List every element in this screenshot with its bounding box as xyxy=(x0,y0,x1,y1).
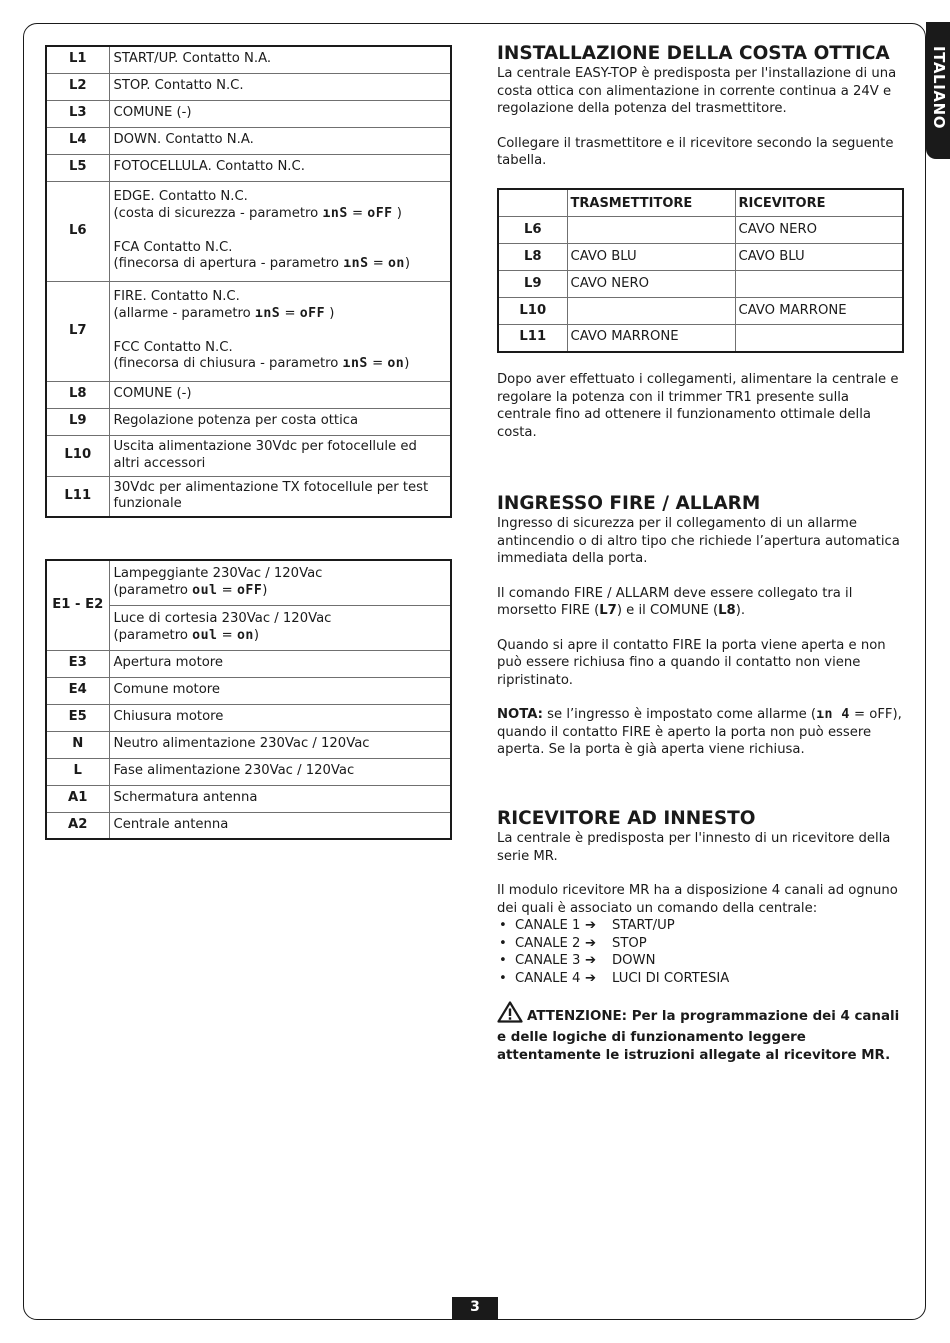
text: = oFF), quando il contatto FIRE è aperto la porta non può essere aperta. Se la porta è già aperta viene richiusa. xyxy=(497,707,902,757)
page-number: 3 xyxy=(452,1297,498,1320)
text: se l’ingresso è impostato come allarme ( xyxy=(542,707,817,722)
terminal-desc: 30Vdc per alimentazione TX fotocellule per test funzionale xyxy=(109,476,451,517)
desc-line xyxy=(114,583,447,600)
param-ins: ınS xyxy=(322,205,348,221)
paren: ) xyxy=(396,205,402,221)
terminal-desc: Chiusura motore xyxy=(109,704,451,731)
list-item xyxy=(497,970,907,988)
desc-text: (allarme - parametro xyxy=(113,305,251,321)
table-row xyxy=(498,325,903,352)
section-costa-ottica xyxy=(497,43,907,170)
terminal-code: L1 xyxy=(46,46,109,73)
table-row xyxy=(46,127,451,154)
table-row xyxy=(46,435,451,476)
paragraph: Collegare il trasmettitore e il ricevitore secondo la seguente tabella. xyxy=(497,135,894,168)
table-row xyxy=(46,281,451,381)
terminal-ref: L8 xyxy=(718,603,736,618)
table-row xyxy=(46,785,451,812)
paragraph: La centrale EASY-TOP è predisposta per l'installazione di una costa ottica con alimentazione in corrente continua a 24V e regolazione della potenza del trasmettitore. xyxy=(497,66,897,116)
desc-line xyxy=(114,306,447,323)
desc-line: Luce di cortesia 230Vac / 120Vac xyxy=(113,610,332,626)
section-title: INGRESSO FIRE / ALLARM xyxy=(497,493,761,514)
terminal-desc xyxy=(109,605,451,650)
desc-line: EDGE. Contatto N.C. xyxy=(113,188,248,204)
terminal-desc: STOP. Contatto N.C. xyxy=(109,73,451,100)
param-value: on xyxy=(387,256,405,272)
table-row xyxy=(46,560,451,605)
equals: = xyxy=(221,627,233,643)
channel-list xyxy=(497,917,907,987)
table-row xyxy=(46,677,451,704)
table-row xyxy=(46,73,451,100)
warning-block xyxy=(497,1001,907,1065)
terminal-code: E4 xyxy=(46,677,109,704)
channel-command: START/UP xyxy=(612,918,675,933)
param-ins: ınS xyxy=(343,256,369,272)
desc-text: (finecorsa di chiusura - parametro xyxy=(113,356,339,372)
terminal-desc: START/UP. Contatto N.A. xyxy=(109,46,451,73)
terminal-code: E1 - E2 xyxy=(46,560,109,650)
table-row xyxy=(498,244,903,271)
terminal-desc xyxy=(109,181,451,281)
paragraph: Quando si apre il contatto FIRE la porta viene aperta e non può essere richiusa fino a quando il contatto non viene ripristinato. xyxy=(497,637,886,688)
terminal-desc: DOWN. Contatto N.A. xyxy=(109,127,451,154)
table-header-row xyxy=(498,189,903,217)
equals: = xyxy=(284,305,296,321)
section-costa-after xyxy=(497,371,907,441)
terminal-desc: Schermatura antenna xyxy=(109,785,451,812)
paragraph: Ingresso di sicurezza per il collegamento di un allarme antincendio o di altro tipo che richiede l’apertura automatica immediata della porta. xyxy=(497,516,900,566)
table-row xyxy=(498,271,903,298)
channel-name: CANALE 4 xyxy=(515,970,581,986)
terminal-code: L2 xyxy=(46,73,109,100)
list-item xyxy=(497,917,907,935)
arrow-icon: ➔ xyxy=(585,970,597,986)
desc-line: Lampeggiante 230Vac / 120Vac xyxy=(113,565,323,581)
desc-text: (finecorsa di apertura - parametro xyxy=(113,256,339,272)
paragraph: La centrale è predisposta per l'innesto di un ricevitore della serie MR. xyxy=(497,831,891,864)
param-oul: oul xyxy=(192,627,218,643)
table-row xyxy=(498,217,903,244)
terminal-code: L11 xyxy=(46,476,109,517)
desc-text: (parametro xyxy=(113,627,188,643)
paren: ) xyxy=(404,356,410,372)
terminal-code: L5 xyxy=(46,154,109,181)
desc-text: (costa di sicurezza - parametro xyxy=(113,205,319,221)
channel-command: STOP xyxy=(612,935,647,951)
terminal-desc: Uscita alimentazione 30Vdc per fotocellule ed altri accessori xyxy=(109,435,451,476)
section-title: INSTALLAZIONE DELLA COSTA OTTICA xyxy=(497,43,890,64)
table-header: TRASMETTITORE xyxy=(567,189,735,217)
warning-text: ATTENZIONE: Per la programmazione dei 4 canali e delle logiche di funzionamento leggere attentamente le istruzioni allegate al ricevitore MR. xyxy=(497,1009,900,1064)
table-row xyxy=(46,704,451,731)
table-row xyxy=(46,381,451,408)
param-oul: oul xyxy=(192,582,218,598)
terminal-desc: Neutro alimentazione 230Vac / 120Vac xyxy=(109,731,451,758)
channel-name: CANALE 2 xyxy=(515,935,581,951)
terminal-code: L3 xyxy=(46,100,109,127)
table-cell: L9 xyxy=(498,271,567,298)
table-row xyxy=(46,476,451,517)
table-cell: L8 xyxy=(498,244,567,271)
desc-line xyxy=(114,356,447,373)
terminal-code: L6 xyxy=(46,181,109,281)
terminal-desc: Apertura motore xyxy=(109,650,451,677)
table-header xyxy=(498,189,567,217)
terminals-l-table xyxy=(45,45,452,518)
terminal-code: N xyxy=(46,731,109,758)
terminal-ref: L7 xyxy=(599,603,617,618)
param-in4: ın 4 xyxy=(816,707,850,722)
table-cell xyxy=(735,325,903,352)
table-cell: CAVO MARRONE xyxy=(735,298,903,325)
desc-text: (parametro xyxy=(113,582,188,598)
terminal-code: L10 xyxy=(46,435,109,476)
desc-line xyxy=(114,206,447,223)
table-header: RICEVITORE xyxy=(735,189,903,217)
table-row xyxy=(46,650,451,677)
param-value: oFF xyxy=(299,305,326,321)
desc-line: FIRE. Contatto N.C. xyxy=(113,288,240,304)
terminal-code: E3 xyxy=(46,650,109,677)
param-ins: ınS xyxy=(254,305,281,321)
channel-command: LUCI DI CORTESIA xyxy=(612,970,730,986)
text: ) e il COMUNE ( xyxy=(616,603,719,618)
text: Il comando FIRE / ALLARM deve essere collegato tra il morsetto FIRE ( xyxy=(497,585,853,618)
terminal-desc: Centrale antenna xyxy=(109,812,451,839)
table-row xyxy=(498,298,903,325)
paragraph: Dopo aver effettuato i collegamenti, alimentare la centrale e regolare la potenza con il trimmer TR1 presente sulla centrale fino ad ottenere il funzionamento ottimale della costa. xyxy=(497,372,899,440)
equals: = xyxy=(351,205,364,221)
desc-line xyxy=(114,256,447,273)
terminal-desc: Fase alimentazione 230Vac / 120Vac xyxy=(109,758,451,785)
language-tab xyxy=(926,22,950,159)
terminal-code: L8 xyxy=(46,381,109,408)
table-cell: CAVO NERO xyxy=(567,271,735,298)
table-row xyxy=(46,46,451,73)
section-fire-allarm xyxy=(497,493,907,759)
terminal-code: L9 xyxy=(46,408,109,435)
table-cell xyxy=(567,217,735,244)
table-cell: L6 xyxy=(498,217,567,244)
table-row xyxy=(46,731,451,758)
terminal-code: L4 xyxy=(46,127,109,154)
table-cell: L10 xyxy=(498,298,567,325)
language-tab-label: ITALIANO xyxy=(930,46,948,130)
paren: ) xyxy=(404,256,411,272)
table-cell: L11 xyxy=(498,325,567,352)
terminal-code: L xyxy=(46,758,109,785)
table-cell xyxy=(735,271,903,298)
list-item xyxy=(497,935,907,953)
table-cell: CAVO NERO xyxy=(735,217,903,244)
note-paragraph xyxy=(497,706,907,759)
terminal-code: A2 xyxy=(46,812,109,839)
terminal-desc: COMUNE (-) xyxy=(109,381,451,408)
channel-name: CANALE 1 xyxy=(515,918,581,933)
table-row xyxy=(46,758,451,785)
terminal-desc: COMUNE (-) xyxy=(109,100,451,127)
desc-line: FCA Contatto N.C. xyxy=(113,239,233,255)
text: ). xyxy=(735,603,746,618)
paragraph xyxy=(497,585,907,620)
desc-line xyxy=(114,628,447,645)
table-row xyxy=(46,154,451,181)
terminal-code: E5 xyxy=(46,704,109,731)
terminal-desc: FOTOCELLULA. Contatto N.C. xyxy=(109,154,451,181)
terminal-desc xyxy=(109,560,451,605)
terminals-e-table xyxy=(45,559,452,840)
table-row xyxy=(46,408,451,435)
paren: ) xyxy=(253,627,259,643)
table-cell: CAVO MARRONE xyxy=(567,325,735,352)
table-row xyxy=(46,181,451,281)
table-cell: CAVO BLU xyxy=(567,244,735,271)
warning-icon xyxy=(497,1001,523,1029)
equals: = xyxy=(221,582,233,598)
equals: = xyxy=(372,256,384,272)
arrow-icon: ➔ xyxy=(585,935,597,951)
table-row xyxy=(46,100,451,127)
terminal-code: L7 xyxy=(46,281,109,381)
table-row xyxy=(46,812,451,839)
arrow-icon: ➔ xyxy=(585,918,597,933)
desc-line: FCC Contatto N.C. xyxy=(113,339,233,355)
section-title: RICEVITORE AD INNESTO xyxy=(497,808,756,829)
table-cell: CAVO BLU xyxy=(735,244,903,271)
channel-command: DOWN xyxy=(612,953,656,969)
param-value: on xyxy=(387,356,405,372)
paragraph: Il modulo ricevitore MR ha a disposizione 4 canali ad ognuno dei quali è associato un comando della centrale: xyxy=(497,883,898,916)
channel-name: CANALE 3 xyxy=(515,953,581,969)
equals: = xyxy=(372,356,384,372)
terminal-desc xyxy=(109,281,451,381)
param-value: oFF xyxy=(236,582,263,598)
arrow-icon: ➔ xyxy=(585,953,597,969)
table-cell xyxy=(567,298,735,325)
terminal-code: A1 xyxy=(46,785,109,812)
section-ricevitore xyxy=(497,808,907,1065)
cable-table xyxy=(497,188,904,353)
terminal-desc: Regolazione potenza per costa ottica xyxy=(109,408,451,435)
param-value: oFF xyxy=(367,205,393,221)
paren: ) xyxy=(262,582,268,598)
param-ins: ınS xyxy=(342,356,368,372)
list-item xyxy=(497,952,907,970)
note-label: NOTA: xyxy=(497,707,543,722)
paren: ) xyxy=(329,305,335,321)
terminal-desc: Comune motore xyxy=(109,677,451,704)
param-value: on xyxy=(236,627,254,643)
